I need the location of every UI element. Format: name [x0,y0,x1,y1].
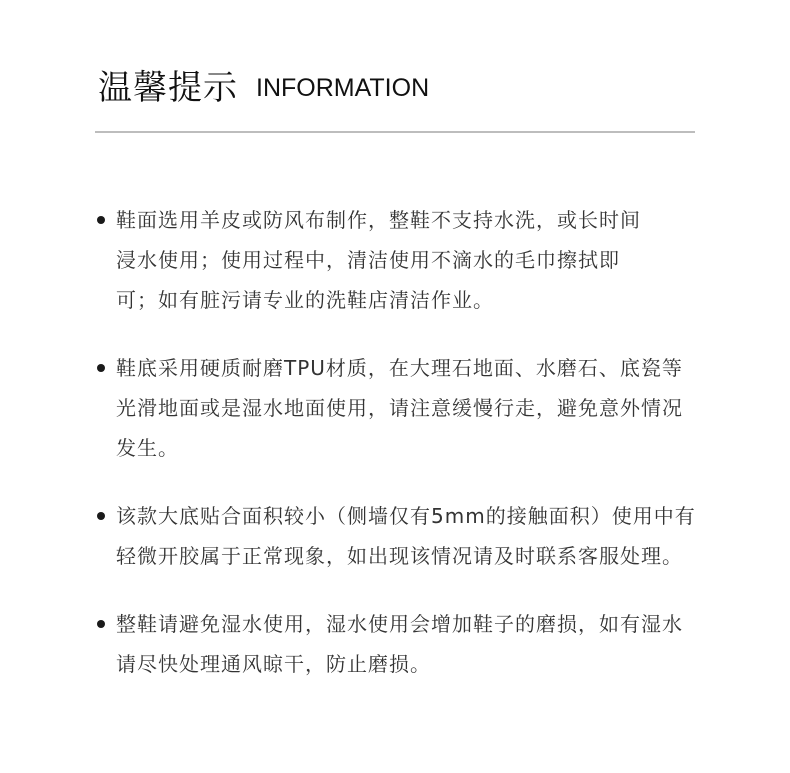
note-text: 整鞋请避免湿水使用，湿水使用会增加鞋子的磨损，如有湿水 请尽快处理通风晾干，防止磨损。 [116,612,683,676]
care-note-upper-material [97,200,717,320]
page-title: 温馨提示 [98,68,238,108]
page-title-english: INFORMATION [256,74,430,102]
note-text: 鞋面选用羊皮或防风布制作，整鞋不支持水洗，或长时间 浸水使用；使用过程中，清洁使用不滴水的毛巾擦拭即 可；如有脏污请专业的洗鞋店清洁作业。 [116,208,641,312]
note-text: 该款大底贴合面积较小（侧墙仅有5mm的接触面积）使用中有 轻微开胶属于正常现象，如出现该情况请及时联系客服处理。 [116,504,696,568]
care-note-sole-material [97,348,717,468]
care-notes-list [97,200,717,684]
page-header [98,58,429,108]
note-text: 鞋底采用硬质耐磨TPU材质，在大理石地面、水磨石、底瓷等 光滑地面或是湿水地面使用，请注意缓慢行走，避免意外情况 发生。 [116,356,683,460]
header-divider [95,131,695,133]
care-note-sole-adhesion [97,496,717,576]
care-note-avoid-water [97,604,717,684]
